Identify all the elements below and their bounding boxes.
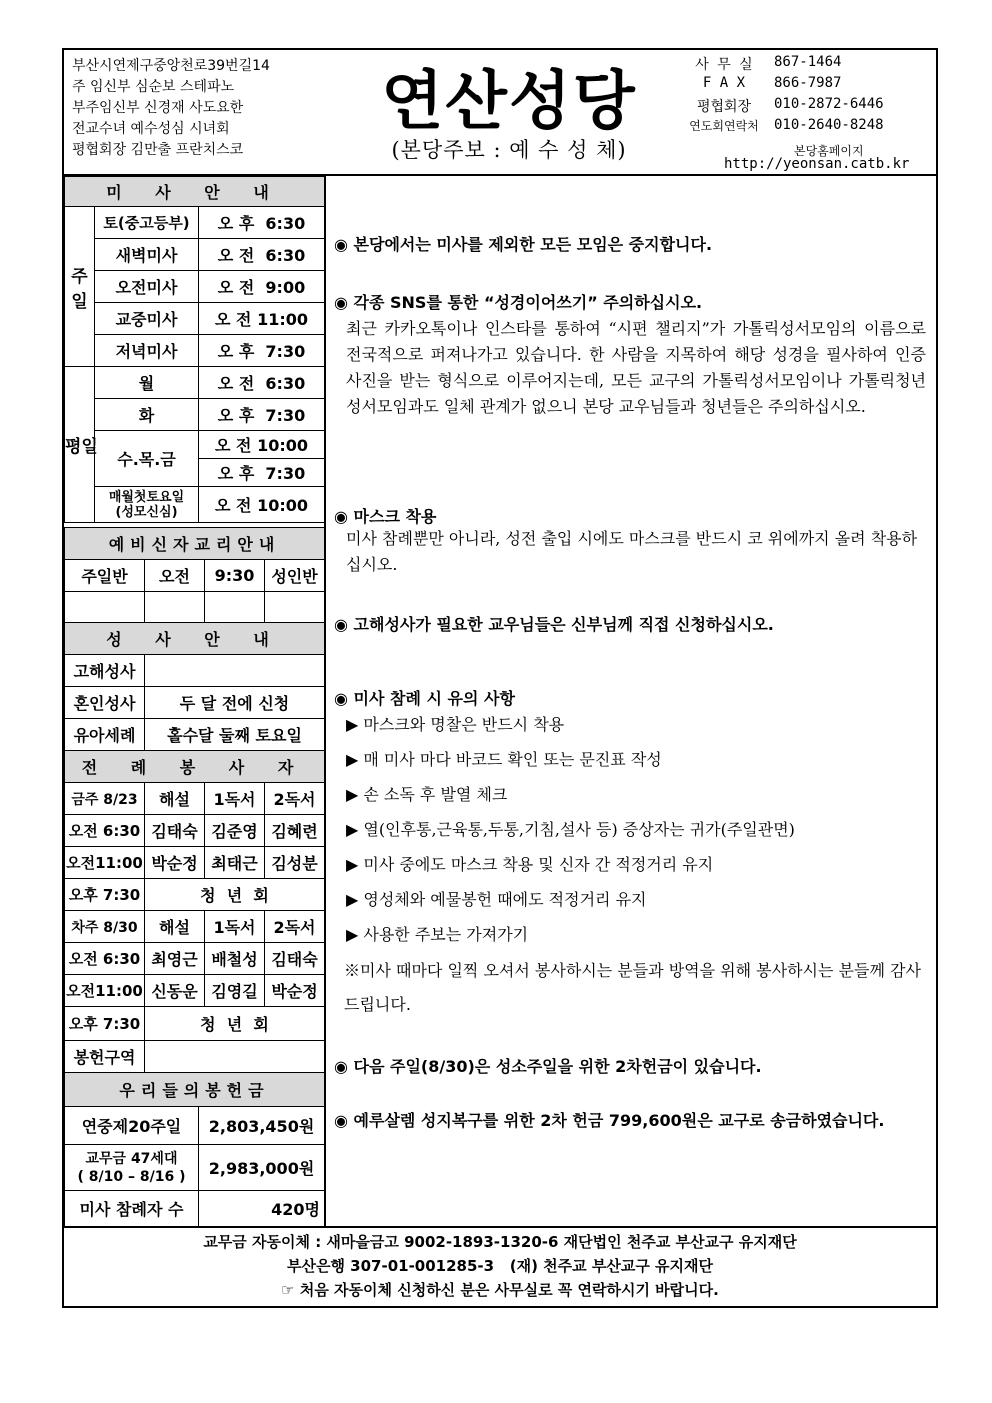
servers-date: 차주 8/30 — [65, 911, 145, 943]
contact-council: 평협회장 010-2872-6446 — [696, 96, 884, 115]
sacrament-value: 두 달 전에 신청 — [145, 687, 325, 719]
mass-info-heading: 미 사 안 내 — [65, 177, 325, 207]
servers-col: 1독서 — [205, 911, 265, 943]
mass-name: 교중미사 — [95, 303, 199, 335]
catechism-cell: 주일반 — [65, 560, 145, 592]
mass-name: 월 — [95, 367, 199, 399]
servers-col: 2독서 — [265, 911, 325, 943]
sacrament-name: 고해성사 — [65, 655, 145, 687]
server-name: 김혜련 — [265, 815, 325, 847]
mass-time: 오 후 6:30 — [199, 207, 325, 239]
assistant-pastor-line: 부주임신부 신경재 사도요한 — [72, 100, 244, 116]
mass-rule-item: ▶ 사용한 주보는 가져가기 — [346, 925, 529, 944]
sunday-label: 주일 — [65, 207, 95, 367]
servers-time: 오후 7:30 — [65, 879, 145, 911]
servers-time: 오전11:00 — [65, 847, 145, 879]
server-name: 김태숙 — [265, 943, 325, 975]
offering-name: 미사 참례자 수 — [65, 1191, 199, 1227]
server-name: 박순정 — [145, 847, 205, 879]
catechism-heading: 예비신자교리안내 — [65, 528, 325, 560]
notice-mass-rules-title: ◉ 미사 참례 시 유의 사항 — [334, 689, 515, 708]
servers-table — [64, 750, 325, 1073]
sacrament-table — [64, 622, 325, 751]
offering-area-label: 봉헌구역 — [65, 1041, 145, 1073]
mass-name: 오전미사 — [95, 271, 199, 303]
notice-jerusalem-collection: ◉ 예루살렘 성지복구를 위한 2차 헌금 799,600원은 교구로 송금하였습니다. — [334, 1111, 885, 1130]
pastor-line: 주 임신부 심순보 스테파노 — [72, 79, 235, 95]
catechism-cell — [145, 592, 205, 623]
footer-line-2: 부산은행 307-01-001285-3 (재) 천주교 부산교구 유지재단 — [286, 1257, 714, 1275]
server-name: 신동운 — [145, 975, 205, 1007]
mass-name: 새벽미사 — [95, 239, 199, 271]
sidebar-table — [64, 176, 325, 523]
servers-time: 오전 6:30 — [65, 943, 145, 975]
server-name: 배철성 — [205, 943, 265, 975]
mass-time: 오 전 6:30 — [199, 239, 325, 271]
server-name: 최영근 — [145, 943, 205, 975]
mass-time: 오 전 11:00 — [199, 303, 325, 335]
mass-rule-item: ▶ 마스크와 명찰은 반드시 착용 — [346, 715, 565, 734]
servers-col: 해설 — [145, 783, 205, 815]
mass-time: 오 후 7:30 — [199, 459, 325, 487]
mass-time: 오 전 10:00 — [199, 487, 325, 523]
contact-office: 사 무 실 867-1464 — [695, 54, 842, 73]
catechism-cell — [65, 592, 145, 623]
mass-rule-item: ▶ 손 소독 후 발열 체크 — [346, 785, 508, 804]
mass-rule-item: ▶ 영성체와 예물봉헌 때에도 적정거리 유지 — [346, 890, 647, 909]
notice-mask-title: ◉ 마스크 착용 — [334, 507, 437, 526]
mass-time: 오 후 7:30 — [199, 399, 325, 431]
mass-rule-item: ▶ 미사 중에도 마스크 착용 및 신자 간 적정거리 유지 — [346, 855, 714, 874]
sacrament-name: 혼인성사 — [65, 687, 145, 719]
server-name: 김영길 — [205, 975, 265, 1007]
servers-col: 해설 — [145, 911, 205, 943]
server-name: 박순정 — [265, 975, 325, 1007]
mass-name: 매월첫토요일 (성모신심) — [95, 487, 199, 523]
catechism-cell: 성인반 — [265, 560, 325, 592]
offering-name: 교무금 47세대 ( 8/10 – 8/16 ) — [65, 1145, 199, 1191]
church-address: 부산시연제구중앙천로39번길14 — [72, 58, 270, 74]
catechism-cell — [265, 592, 325, 623]
mass-time: 오 전 6:30 — [199, 367, 325, 399]
header-contacts — [684, 54, 934, 172]
sacrament-heading: 성 사 안 내 — [65, 623, 325, 655]
mass-rule-item: ▶ 매 미사 마다 바코드 확인 또는 문진표 작성 — [346, 750, 662, 769]
servers-heading: 전 례 봉 사 자 — [65, 751, 325, 783]
offering-value: 2,803,450원 — [199, 1107, 325, 1145]
offering-area-value — [145, 1041, 325, 1073]
catechism-cell: 9:30 — [205, 560, 265, 592]
bulletin-subtitle: (본당주보 : 예 수 성 체) — [391, 138, 627, 162]
offering-name: 연중제20주일 — [65, 1107, 199, 1145]
mass-name: 수.목.금 — [95, 431, 199, 487]
offering-table — [64, 1072, 325, 1227]
weekday-label: 평일 — [65, 367, 95, 523]
header-left-info — [72, 56, 270, 161]
mass-name: 토(중고등부) — [95, 207, 199, 239]
mass-time: 오 후 7:30 — [199, 335, 325, 367]
server-name: 김태숙 — [145, 815, 205, 847]
mass-rule-item: ▶ 열(인후통,근육통,두통,기침,설사 등) 증상자는 귀가(주일관면) — [346, 820, 795, 839]
server-group: 청 년 회 — [145, 1007, 325, 1041]
notice-mask-body: 미사 참례뿐만 아니라, 성전 출입 시에도 마스크를 반드시 코 위에까지 올려 착용하십시오. — [346, 529, 918, 574]
mass-time: 오 전 9:00 — [199, 271, 325, 303]
mass-name: 화 — [95, 399, 199, 431]
servers-time: 오전 6:30 — [65, 815, 145, 847]
mass-rule-note: ※미사 때마다 일찍 오셔서 봉사하시는 분들과 방역을 위해 봉사하시는 분들께 감사드립니다. — [344, 961, 921, 1014]
notice-gatherings: ◉ 본당에서는 미사를 제외한 모든 모임은 중지합니다. — [334, 235, 713, 254]
servers-date: 금주 8/23 — [65, 783, 145, 815]
catechism-cell: 오전 — [145, 560, 205, 592]
server-group: 청 년 회 — [145, 879, 325, 911]
servers-col: 2독서 — [265, 783, 325, 815]
bulletin-frame — [62, 48, 938, 1308]
footer-bank-info — [64, 1230, 936, 1302]
servers-time: 오전11:00 — [65, 975, 145, 1007]
notice-sns-title: ◉ 각종 SNS를 통한 “성경이어쓰기” 주의하십시오. — [334, 293, 703, 312]
notice-confession: ◉ 고해성사가 필요한 교우님들은 신부님께 직접 신청하십시오. — [334, 615, 774, 634]
sacrament-value: 홀수달 둘째 토요일 — [145, 719, 325, 751]
mass-name: 저녁미사 — [95, 335, 199, 367]
notice-vocation-collection: ◉ 다음 주일(8/30)은 성소주일을 위한 2차헌금이 있습니다. — [334, 1057, 762, 1076]
sacrament-name: 유아세례 — [65, 719, 145, 751]
notices-area — [326, 176, 930, 1226]
footer-divider — [64, 1226, 936, 1228]
sister-line: 전교수녀 예수성심 시녀회 — [72, 121, 230, 137]
server-name: 김성분 — [265, 847, 325, 879]
servers-col: 1독서 — [205, 783, 265, 815]
offering-heading: 우리들의봉헌금 — [65, 1073, 325, 1107]
mass-time: 오 전 10:00 — [199, 431, 325, 459]
server-name: 김준영 — [205, 815, 265, 847]
church-title: 연산성당 — [381, 65, 637, 139]
offering-value: 2,983,000원 — [199, 1145, 325, 1191]
catechism-table — [64, 527, 325, 623]
sacrament-value — [145, 655, 325, 687]
council-president-line: 평협회장 김만출 프란치스코 — [72, 142, 244, 158]
homepage-link[interactable]: http://yeonsan.catb.kr — [724, 156, 910, 172]
notice-sns-body: 최근 카카오톡이나 인스타를 통하여 “시편 챌리지”가 가톨릭성서모임의 이름으로 전국적으로 퍼져나가고 있습니다. 한 사람을 지목하여 해당 성경을 필사하여 인증 사진을 받는 형식으로 이루어지는데, 모든 교구의 가톨릭성서모임이나 가톨릭청년성서모임과도 일체 관계가 없으니 본당 교우님들과 청년들은 주의하십시오. — [346, 319, 926, 416]
server-name: 최태근 — [205, 847, 265, 879]
footer-line-3: ☞ 처음 자동이체 신청하신 분은 사무실로 꼭 연락하시기 바랍니다. — [281, 1281, 719, 1299]
contact-fax: F A X 866-7987 — [702, 75, 842, 91]
homepage-label: 본당홈페이지 — [794, 144, 864, 158]
contact-yeondo: 연도회연락처 010-2640-8248 — [689, 117, 884, 133]
offering-value: 420명 — [199, 1191, 325, 1227]
catechism-cell — [205, 592, 265, 623]
servers-time: 오후 7:30 — [65, 1007, 145, 1041]
footer-line-1: 교무금 자동이체 : 새마을금고 9002-1893-1320-6 재단법인 천주교 부산교구 유지재단 — [203, 1233, 797, 1251]
